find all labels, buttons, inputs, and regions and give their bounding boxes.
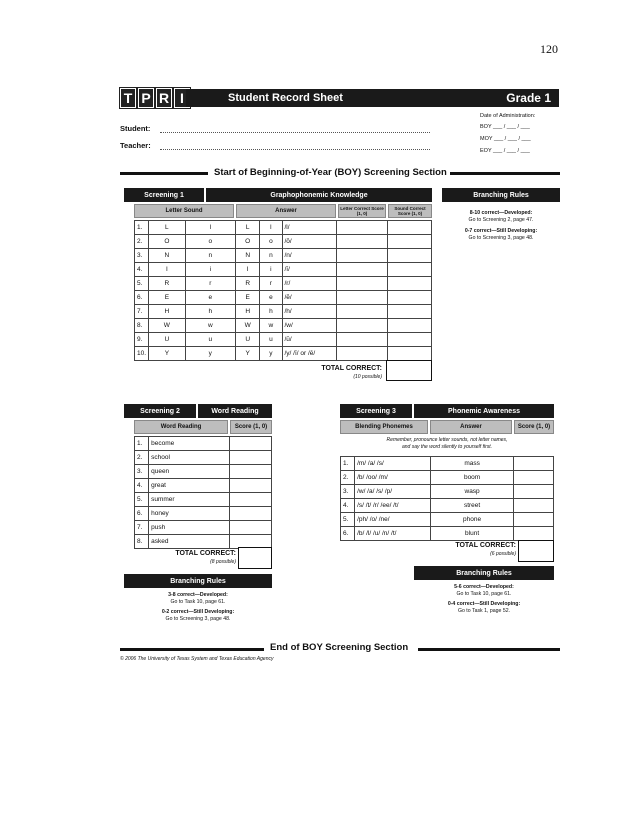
- s2-row: [135, 437, 272, 451]
- screening2-tag: Screening 2: [124, 404, 196, 418]
- grade-label: Grade 1: [506, 91, 551, 105]
- screening3-title: Phonemic Awareness: [414, 404, 554, 418]
- s1-row: [135, 319, 432, 333]
- s1-upper: N: [149, 249, 185, 263]
- s1-total-box[interactable]: [386, 360, 432, 381]
- s2-score-cell[interactable]: [229, 493, 271, 507]
- s2-word: summer: [149, 493, 230, 507]
- s3-answer: blunt: [431, 527, 513, 541]
- s1-num: 3.: [135, 249, 149, 263]
- logo-letter: P: [138, 88, 154, 108]
- s2-row: [135, 465, 272, 479]
- teacher-label: Teacher:: [120, 141, 151, 150]
- s3-num: 1.: [341, 457, 355, 471]
- s1-num: 5.: [135, 277, 149, 291]
- s1-ans-lower: w: [260, 319, 282, 333]
- s1-sound-score-cell[interactable]: [387, 291, 431, 305]
- s1-ans-upper: O: [236, 235, 260, 249]
- s1-upper: U: [149, 333, 185, 347]
- s1-lower: l: [185, 221, 236, 235]
- s1-lower: u: [185, 333, 236, 347]
- s1-sound-score-cell[interactable]: [387, 221, 431, 235]
- s3-phonemes: /ph/ /o/ /ne/: [355, 513, 431, 527]
- s1-letter-score-cell[interactable]: [337, 347, 388, 361]
- branch2-title: Branching Rules: [124, 574, 272, 588]
- s1-ans-sound: /l/: [282, 221, 337, 235]
- s3-answer: mass: [431, 457, 513, 471]
- s2-word: honey: [149, 507, 230, 521]
- s3-total-box[interactable]: [518, 540, 554, 562]
- s1-ans-sound: /ŭ/: [282, 333, 337, 347]
- s1-ans-upper: U: [236, 333, 260, 347]
- s3-num: 2.: [341, 471, 355, 485]
- s3-score-cell[interactable]: [513, 471, 553, 485]
- teacher-field[interactable]: [160, 149, 430, 150]
- s1-num: 4.: [135, 263, 149, 277]
- s1-ans-lower: l: [260, 221, 282, 235]
- header-bar: [186, 89, 559, 107]
- s1-letter-score-cell[interactable]: [337, 291, 388, 305]
- s2-num: 5.: [135, 493, 149, 507]
- s1-lower: y: [185, 347, 236, 361]
- s1-upper: L: [149, 221, 185, 235]
- s3-num: 4.: [341, 499, 355, 513]
- s1-num: 7.: [135, 305, 149, 319]
- s1-ans-upper: Y: [236, 347, 260, 361]
- screening2-title: Word Reading: [198, 404, 272, 418]
- s2-word: great: [149, 479, 230, 493]
- s1-num: 2.: [135, 235, 149, 249]
- s1-upper: O: [149, 235, 185, 249]
- boy-start-heading: Start of Beginning-of-Year (BOY) Screening Section: [214, 167, 447, 178]
- s3-score-cell[interactable]: [513, 485, 553, 499]
- s1-col-letter: Letter Sound: [134, 204, 234, 218]
- s2-num: 2.: [135, 451, 149, 465]
- s1-ans-upper: H: [236, 305, 260, 319]
- s1-lower: n: [185, 249, 236, 263]
- s1-row: [135, 221, 432, 235]
- s2-score-cell[interactable]: [229, 451, 271, 465]
- s2-num: 4.: [135, 479, 149, 493]
- s3-phonemes: /s/ /t/ /r/ /ee/ /t/: [355, 499, 431, 513]
- s1-upper: R: [149, 277, 185, 291]
- page-number: 120: [540, 42, 558, 56]
- s1-sound-score-cell[interactable]: [387, 333, 431, 347]
- s2-num: 1.: [135, 437, 149, 451]
- s3-row: [341, 527, 554, 541]
- s2-num: 6.: [135, 507, 149, 521]
- s2-num: 3.: [135, 465, 149, 479]
- s3-row: [341, 485, 554, 499]
- s2-score-cell[interactable]: [229, 521, 271, 535]
- s1-upper: W: [149, 319, 185, 333]
- s1-ans-lower: i: [260, 263, 282, 277]
- s1-sound-score-cell[interactable]: [387, 249, 431, 263]
- s1-ans-sound: /r/: [282, 277, 337, 291]
- s3-row: [341, 457, 554, 471]
- s2-row: [135, 507, 272, 521]
- s1-sound-score-cell[interactable]: [387, 347, 431, 361]
- s1-ans-lower: u: [260, 333, 282, 347]
- student-field[interactable]: [160, 132, 430, 133]
- s2-score-cell[interactable]: [229, 479, 271, 493]
- branch3-title: Branching Rules: [414, 566, 554, 580]
- s1-num: 9.: [135, 333, 149, 347]
- s3-col-score: Score (1, 0): [514, 420, 554, 434]
- screening1-tag: Screening 1: [124, 188, 204, 202]
- s1-ans-upper: I: [236, 263, 260, 277]
- s3-score-cell[interactable]: [513, 499, 553, 513]
- s2-word: queen: [149, 465, 230, 479]
- student-label: Student:: [120, 124, 151, 133]
- logo-letter: T: [120, 88, 136, 108]
- admin-label: Date of Administration:: [480, 113, 536, 119]
- s1-sound-score-cell[interactable]: [387, 319, 431, 333]
- s1-num: 6.: [135, 291, 149, 305]
- s1-ans-lower: o: [260, 235, 282, 249]
- s2-word: school: [149, 451, 230, 465]
- s1-ans-lower: n: [260, 249, 282, 263]
- s3-row: [341, 471, 554, 485]
- s3-num: 5.: [341, 513, 355, 527]
- s1-ans-sound: /ĭ/: [282, 263, 337, 277]
- s3-answer: wasp: [431, 485, 513, 499]
- screening1-table: [134, 220, 432, 361]
- branch1-title: Branching Rules: [442, 188, 560, 202]
- s3-answer: street: [431, 499, 513, 513]
- s1-sound-score-cell[interactable]: [387, 305, 431, 319]
- boy-end-heading: End of BOY Screening Section: [270, 642, 409, 653]
- s2-total-box[interactable]: [238, 547, 272, 569]
- logo-letter: R: [156, 88, 172, 108]
- s2-col-word: Word Reading: [134, 420, 228, 434]
- s1-row: [135, 277, 432, 291]
- s1-letter-score-cell[interactable]: [337, 263, 388, 277]
- s1-ans-lower: r: [260, 277, 282, 291]
- logo-letter: I: [174, 88, 190, 108]
- screening2-table: [134, 436, 272, 549]
- s1-col-letter-score: Letter Correct Score (1, 0): [338, 204, 386, 218]
- s3-note: Remember, pronounce letter sounds, not letter names, and say the word silently to yourself first.: [386, 437, 508, 450]
- s3-score-cell[interactable]: [513, 457, 553, 471]
- s2-score-cell[interactable]: [229, 437, 271, 451]
- s1-num: 8.: [135, 319, 149, 333]
- s2-score-cell[interactable]: [229, 465, 271, 479]
- s1-letter-score-cell[interactable]: [337, 277, 388, 291]
- s1-letter-score-cell[interactable]: [337, 333, 388, 347]
- s1-ans-upper: N: [236, 249, 260, 263]
- branch1-rules: 8-10 correct—Developed: Go to Screening 2, page 47. 0-7 correct—Still Developing: Go to Screening 3, page 48.: [464, 210, 538, 241]
- s1-ans-sound: /y/ /ī/ or /ē/: [282, 347, 337, 361]
- s1-col-answer: Answer: [236, 204, 336, 218]
- s3-phonemes: /w/ /a/ /s/ /p/: [355, 485, 431, 499]
- sheet-title: Student Record Sheet: [228, 92, 343, 104]
- s1-sound-score-cell[interactable]: [387, 263, 431, 277]
- s1-upper: H: [149, 305, 185, 319]
- s1-ans-upper: E: [236, 291, 260, 305]
- s1-ans-sound: /w/: [282, 319, 337, 333]
- s2-col-score: Score (1, 0): [230, 420, 272, 434]
- admin-eoy: EOY ___ / ___ / ___: [480, 148, 530, 154]
- screening1-title: Graphophonemic Knowledge: [206, 188, 432, 202]
- s1-ans-upper: R: [236, 277, 260, 291]
- branch3-rules: 5-6 correct—Developed: Go to Task 10, page 61. 0-4 correct—Still Developing: Go to Task 1, page 52.: [447, 584, 521, 614]
- s1-ans-upper: W: [236, 319, 260, 333]
- s1-row: [135, 305, 432, 319]
- tpri-logo: [120, 88, 192, 108]
- admin-boy: BOY ___ / ___ / ___: [480, 124, 530, 130]
- screening3-tag: Screening 3: [340, 404, 412, 418]
- s1-ans-sound: /ĕ/: [282, 291, 337, 305]
- s1-lower: w: [185, 319, 236, 333]
- s1-letter-score-cell[interactable]: [337, 319, 388, 333]
- s1-ans-lower: y: [260, 347, 282, 361]
- s1-row: [135, 249, 432, 263]
- s3-phonemes: /m/ /a/ /s/: [355, 457, 431, 471]
- s1-letter-score-cell[interactable]: [337, 235, 388, 249]
- s1-row: [135, 263, 432, 277]
- s3-num: 6.: [341, 527, 355, 541]
- s1-upper: Y: [149, 347, 185, 361]
- s1-letter-score-cell[interactable]: [337, 249, 388, 263]
- s1-sound-score-cell[interactable]: [387, 277, 431, 291]
- divider: [450, 172, 560, 175]
- s1-total: TOTAL CORRECT: (10 possible): [321, 365, 382, 380]
- screening3-table: [340, 456, 554, 541]
- s3-answer: phone: [431, 513, 513, 527]
- s3-score-cell[interactable]: [513, 527, 553, 541]
- s3-phonemes: /b/ /oo/ /m/: [355, 471, 431, 485]
- s1-lower: e: [185, 291, 236, 305]
- s1-col-sound-score: Sound Correct Score (1, 0): [388, 204, 432, 218]
- s1-ans-upper: L: [236, 221, 260, 235]
- s1-upper: E: [149, 291, 185, 305]
- s3-row: [341, 513, 554, 527]
- s2-word: asked: [149, 535, 230, 549]
- divider: [120, 648, 264, 651]
- s2-word: become: [149, 437, 230, 451]
- s2-row: [135, 451, 272, 465]
- s3-phonemes: /b/ /l/ /u/ /n/ /t/: [355, 527, 431, 541]
- s1-lower: h: [185, 305, 236, 319]
- s3-answer: boom: [431, 471, 513, 485]
- divider: [120, 172, 208, 175]
- s2-row: [135, 479, 272, 493]
- s3-num: 3.: [341, 485, 355, 499]
- admin-moy: MOY ___ / ___ / ___: [480, 136, 531, 142]
- s1-ans-sound: /ŏ/: [282, 235, 337, 249]
- s3-total: TOTAL CORRECT: (6 possible): [455, 542, 516, 557]
- s1-letter-score-cell[interactable]: [337, 221, 388, 235]
- s2-word: push: [149, 521, 230, 535]
- s1-row: [135, 333, 432, 347]
- s3-row: [341, 499, 554, 513]
- s1-row: [135, 235, 432, 249]
- s2-row: [135, 493, 272, 507]
- copyright: © 2006 The University of Texas System and Texas Education Agency: [120, 656, 274, 662]
- s1-ans-sound: /n/: [282, 249, 337, 263]
- s2-num: 8.: [135, 535, 149, 549]
- s3-col-blending: Blending Phonemes: [340, 420, 428, 434]
- s3-score-cell[interactable]: [513, 513, 553, 527]
- s2-row: [135, 521, 272, 535]
- s2-total: TOTAL CORRECT: (8 possible): [175, 550, 236, 565]
- s1-ans-lower: e: [260, 291, 282, 305]
- s2-num: 7.: [135, 521, 149, 535]
- branch2-rules: 3-8 correct—Developed: Go to Task 10, page 61. 0-2 correct—Still Developing: Go to Screening 3, page 48.: [161, 592, 235, 622]
- s1-lower: i: [185, 263, 236, 277]
- s1-ans-lower: h: [260, 305, 282, 319]
- s1-lower: o: [185, 235, 236, 249]
- divider: [418, 648, 560, 651]
- s1-ans-sound: /h/: [282, 305, 337, 319]
- s3-col-answer: Answer: [430, 420, 512, 434]
- s1-row: [135, 291, 432, 305]
- s2-score-cell[interactable]: [229, 507, 271, 521]
- s1-lower: r: [185, 277, 236, 291]
- s1-num: 10.: [135, 347, 149, 361]
- s1-sound-score-cell[interactable]: [387, 235, 431, 249]
- s1-row: [135, 347, 432, 361]
- s1-num: 1.: [135, 221, 149, 235]
- s1-upper: I: [149, 263, 185, 277]
- s1-letter-score-cell[interactable]: [337, 305, 388, 319]
